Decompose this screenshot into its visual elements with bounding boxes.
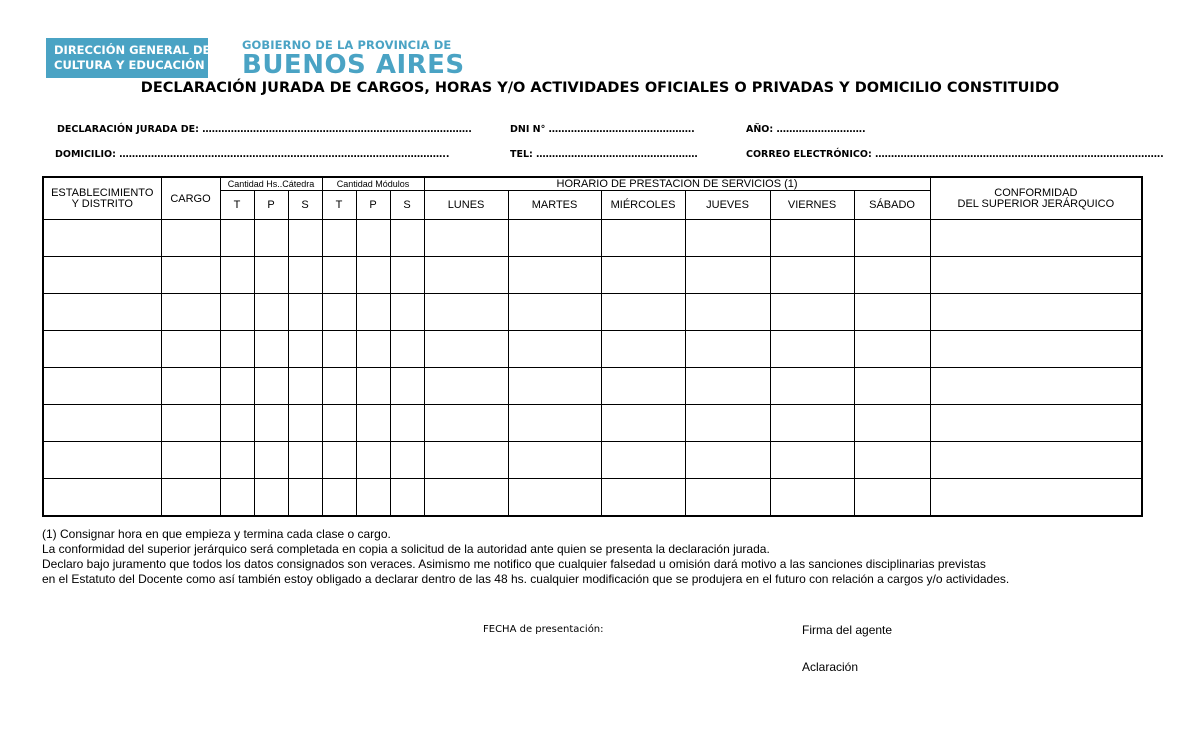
table-cell[interactable]	[254, 331, 288, 368]
table-cell[interactable]	[254, 368, 288, 405]
table-cell[interactable]	[220, 442, 254, 479]
table-row	[43, 220, 1142, 257]
table-cell[interactable]	[254, 220, 288, 257]
table-cell[interactable]	[43, 220, 161, 257]
table-cell[interactable]	[770, 294, 854, 331]
table-cell[interactable]	[685, 220, 770, 257]
table-cell[interactable]	[685, 368, 770, 405]
table-cell[interactable]	[322, 220, 356, 257]
header-day-lunes: LUNES	[424, 191, 508, 220]
note-1: (1) Consignar hora en que empieza y termina cada clase o cargo.	[42, 527, 391, 541]
table-cell[interactable]	[161, 294, 220, 331]
table-cell[interactable]	[356, 368, 390, 405]
table-cell[interactable]	[288, 405, 322, 442]
table-cell[interactable]	[288, 442, 322, 479]
table-cell[interactable]	[854, 294, 930, 331]
table-cell[interactable]	[43, 368, 161, 405]
table-row	[43, 257, 1142, 294]
table-cell[interactable]	[43, 479, 161, 517]
table-cell[interactable]	[288, 220, 322, 257]
header-hs-catedra: Cantidad Hs..Cátedra	[220, 177, 322, 191]
table-cell[interactable]	[220, 294, 254, 331]
table-cell[interactable]	[508, 368, 601, 405]
table-cell[interactable]	[161, 331, 220, 368]
table-cell[interactable]	[254, 257, 288, 294]
table-cell[interactable]	[601, 331, 685, 368]
notes	[42, 527, 1009, 587]
table-cell[interactable]	[220, 257, 254, 294]
table-cell[interactable]	[356, 294, 390, 331]
firma-agente-label: Firma del agente	[802, 623, 893, 637]
header-mod-s: S	[390, 191, 424, 220]
header-establecimiento: ESTABLECIMIENTO Y DISTRITO	[43, 177, 161, 220]
table-cell[interactable]	[288, 368, 322, 405]
table-cell[interactable]	[390, 442, 424, 479]
table-cell[interactable]	[161, 405, 220, 442]
table-cell[interactable]	[254, 442, 288, 479]
table-cell[interactable]	[930, 479, 1142, 517]
table-body	[43, 220, 1142, 517]
table-cell[interactable]	[930, 220, 1142, 257]
table-cell[interactable]	[254, 405, 288, 442]
table-cell[interactable]	[930, 368, 1142, 405]
table-cell[interactable]	[356, 405, 390, 442]
table-cell[interactable]	[322, 257, 356, 294]
table-cell[interactable]	[43, 405, 161, 442]
note-2: La conformidad del superior jerárquico será completada en copia a solicitud de la autoridad ante quien se presenta la declaración jurada.	[42, 542, 770, 556]
table-cell[interactable]	[770, 405, 854, 442]
table-cell[interactable]	[356, 479, 390, 517]
table-cell[interactable]	[508, 220, 601, 257]
note-4: en el Estatuto del Docente como así también estoy obligado a declarar dentro de las 48 hs. cualquier modificación que se produjera en el futuro con relación a cargos y/o actividades.	[42, 572, 1010, 586]
document-title: DECLARACIÓN JURADA DE CARGOS, HORAS Y/O ACTIVIDADES OFICIALES O PRIVADAS Y DOMICILIO CONSTITUIDO	[140, 80, 1060, 96]
table-cell[interactable]	[390, 479, 424, 517]
header-day-miercoles: MIÉRCOLES	[601, 191, 685, 220]
gobierno-logo-line1: GOBIERNO DE LA PROVINCIA DE	[242, 38, 452, 52]
table-cell[interactable]	[288, 479, 322, 517]
table-cell[interactable]	[322, 405, 356, 442]
dgce-logo-line2: CULTURA Y EDUCACIÓN	[54, 58, 205, 72]
table-cell[interactable]	[322, 294, 356, 331]
table-cell[interactable]	[854, 220, 930, 257]
table-cell[interactable]	[930, 405, 1142, 442]
table-row	[43, 331, 1142, 368]
table-cell[interactable]	[930, 257, 1142, 294]
table-row	[43, 479, 1142, 517]
table-cell[interactable]	[424, 220, 508, 257]
table-cell[interactable]	[685, 294, 770, 331]
table-row	[43, 442, 1142, 479]
table-cell[interactable]	[43, 294, 161, 331]
table-cell[interactable]	[601, 257, 685, 294]
table-cell[interactable]	[508, 294, 601, 331]
table-cell[interactable]	[356, 442, 390, 479]
correo-field[interactable]: CORREO ELECTRÓNICO: ……………………………………………………………………………….	[746, 149, 1164, 160]
table-cell[interactable]	[390, 257, 424, 294]
table-cell[interactable]	[220, 368, 254, 405]
table-cell[interactable]	[854, 442, 930, 479]
table-cell[interactable]	[770, 220, 854, 257]
table-cell[interactable]	[43, 442, 161, 479]
header-hs-t: T	[220, 191, 254, 220]
table-cell[interactable]	[390, 294, 424, 331]
table-cell[interactable]	[601, 405, 685, 442]
table-cell[interactable]	[322, 479, 356, 517]
table-cell[interactable]	[601, 442, 685, 479]
table-cell[interactable]	[254, 294, 288, 331]
table-cell[interactable]	[390, 405, 424, 442]
table-row	[43, 294, 1142, 331]
table-cell[interactable]	[424, 405, 508, 442]
table-cell[interactable]	[854, 331, 930, 368]
header-day-jueves: JUEVES	[685, 191, 770, 220]
table-cell[interactable]	[390, 220, 424, 257]
table-cell[interactable]	[161, 257, 220, 294]
table-cell[interactable]	[424, 479, 508, 517]
table-cell[interactable]	[508, 331, 601, 368]
table-cell[interactable]	[424, 331, 508, 368]
table-cell[interactable]	[854, 368, 930, 405]
table-cell[interactable]	[390, 331, 424, 368]
table-cell[interactable]	[161, 442, 220, 479]
header-day-viernes: VIERNES	[770, 191, 854, 220]
fecha-presentacion-label: FECHA de presentación:	[483, 624, 604, 635]
header-cargo: CARGO	[161, 177, 220, 220]
dgce-logo-line1: DIRECCIÓN GENERAL DE	[54, 43, 211, 57]
table-cell[interactable]	[685, 257, 770, 294]
table-cell[interactable]	[220, 220, 254, 257]
header-hs-p: P	[254, 191, 288, 220]
cargos-table	[42, 176, 1143, 517]
table-cell[interactable]	[220, 405, 254, 442]
table-cell[interactable]	[43, 331, 161, 368]
table-cell[interactable]	[43, 257, 161, 294]
table-cell[interactable]	[685, 331, 770, 368]
table-cell[interactable]	[220, 479, 254, 517]
table-cell[interactable]	[356, 257, 390, 294]
table-cell[interactable]	[854, 405, 930, 442]
table-cell[interactable]	[424, 442, 508, 479]
table-cell[interactable]	[685, 442, 770, 479]
tel-field[interactable]: TEL: ……………………………………………	[510, 149, 698, 160]
table-cell[interactable]	[288, 257, 322, 294]
table-cell[interactable]	[288, 294, 322, 331]
header-conformidad: CONFORMIDAD DEL SUPERIOR JERÁRQUICO	[930, 177, 1142, 220]
header-day-sabado: SÁBADO	[854, 191, 930, 220]
table-cell[interactable]	[424, 257, 508, 294]
table-cell[interactable]	[161, 479, 220, 517]
domicilio-field[interactable]: DOMICILIO: …………………………………………………………………………………………..	[55, 149, 450, 160]
dgce-logo	[46, 38, 211, 78]
table-cell[interactable]	[356, 331, 390, 368]
table-cell[interactable]	[508, 257, 601, 294]
table-cell[interactable]	[508, 405, 601, 442]
table-cell[interactable]	[424, 368, 508, 405]
table-cell[interactable]	[930, 294, 1142, 331]
gobierno-logo	[242, 38, 465, 78]
header-mod-p: P	[356, 191, 390, 220]
table-cell[interactable]	[770, 442, 854, 479]
header-mod-t: T	[322, 191, 356, 220]
table-cell[interactable]	[770, 331, 854, 368]
table-cell[interactable]	[930, 331, 1142, 368]
table-cell[interactable]	[220, 331, 254, 368]
table-cell[interactable]	[770, 479, 854, 517]
table-cell[interactable]	[161, 368, 220, 405]
header-modulos: Cantidad Módulos	[322, 177, 424, 191]
table-cell[interactable]	[322, 442, 356, 479]
gobierno-logo-line2: BUENOS AIRES	[242, 50, 465, 80]
header-horario: HORARIO DE PRESTACION DE SERVICIOS (1)	[424, 177, 930, 191]
table-cell[interactable]	[254, 479, 288, 517]
table-cell[interactable]	[854, 257, 930, 294]
table-cell[interactable]	[390, 368, 424, 405]
anio-field[interactable]: AÑO: ……………………….	[746, 124, 866, 135]
header-day-martes: MARTES	[508, 191, 601, 220]
table-cell[interactable]	[508, 479, 601, 517]
note-3: Declaro bajo juramento que todos los datos consignados son veraces. Asimismo me notifico que cualquier falsedad u omisión dará motivo a las sanciones disciplinarias previstas	[42, 557, 986, 571]
table-cell[interactable]	[424, 294, 508, 331]
table-cell[interactable]	[930, 442, 1142, 479]
table-cell[interactable]	[601, 368, 685, 405]
table-cell[interactable]	[508, 442, 601, 479]
table-cell[interactable]	[322, 368, 356, 405]
table-row	[43, 405, 1142, 442]
table-cell[interactable]	[322, 331, 356, 368]
table-cell[interactable]	[601, 294, 685, 331]
table-cell[interactable]	[770, 257, 854, 294]
table-cell[interactable]	[854, 479, 930, 517]
table-cell[interactable]	[601, 479, 685, 517]
table-cell[interactable]	[161, 220, 220, 257]
table-cell[interactable]	[356, 220, 390, 257]
table-cell[interactable]	[685, 479, 770, 517]
table-cell[interactable]	[685, 405, 770, 442]
declaracion-field[interactable]: DECLARACIÓN JURADA DE: ………………………………………………………………………….	[57, 124, 472, 135]
aclaracion-label: Aclaración	[802, 660, 859, 674]
header-hs-s: S	[288, 191, 322, 220]
table-cell[interactable]	[601, 220, 685, 257]
table-cell[interactable]	[770, 368, 854, 405]
dni-field[interactable]: DNI N° ……………………………………….	[510, 124, 695, 135]
table-row	[43, 368, 1142, 405]
table-cell[interactable]	[288, 331, 322, 368]
